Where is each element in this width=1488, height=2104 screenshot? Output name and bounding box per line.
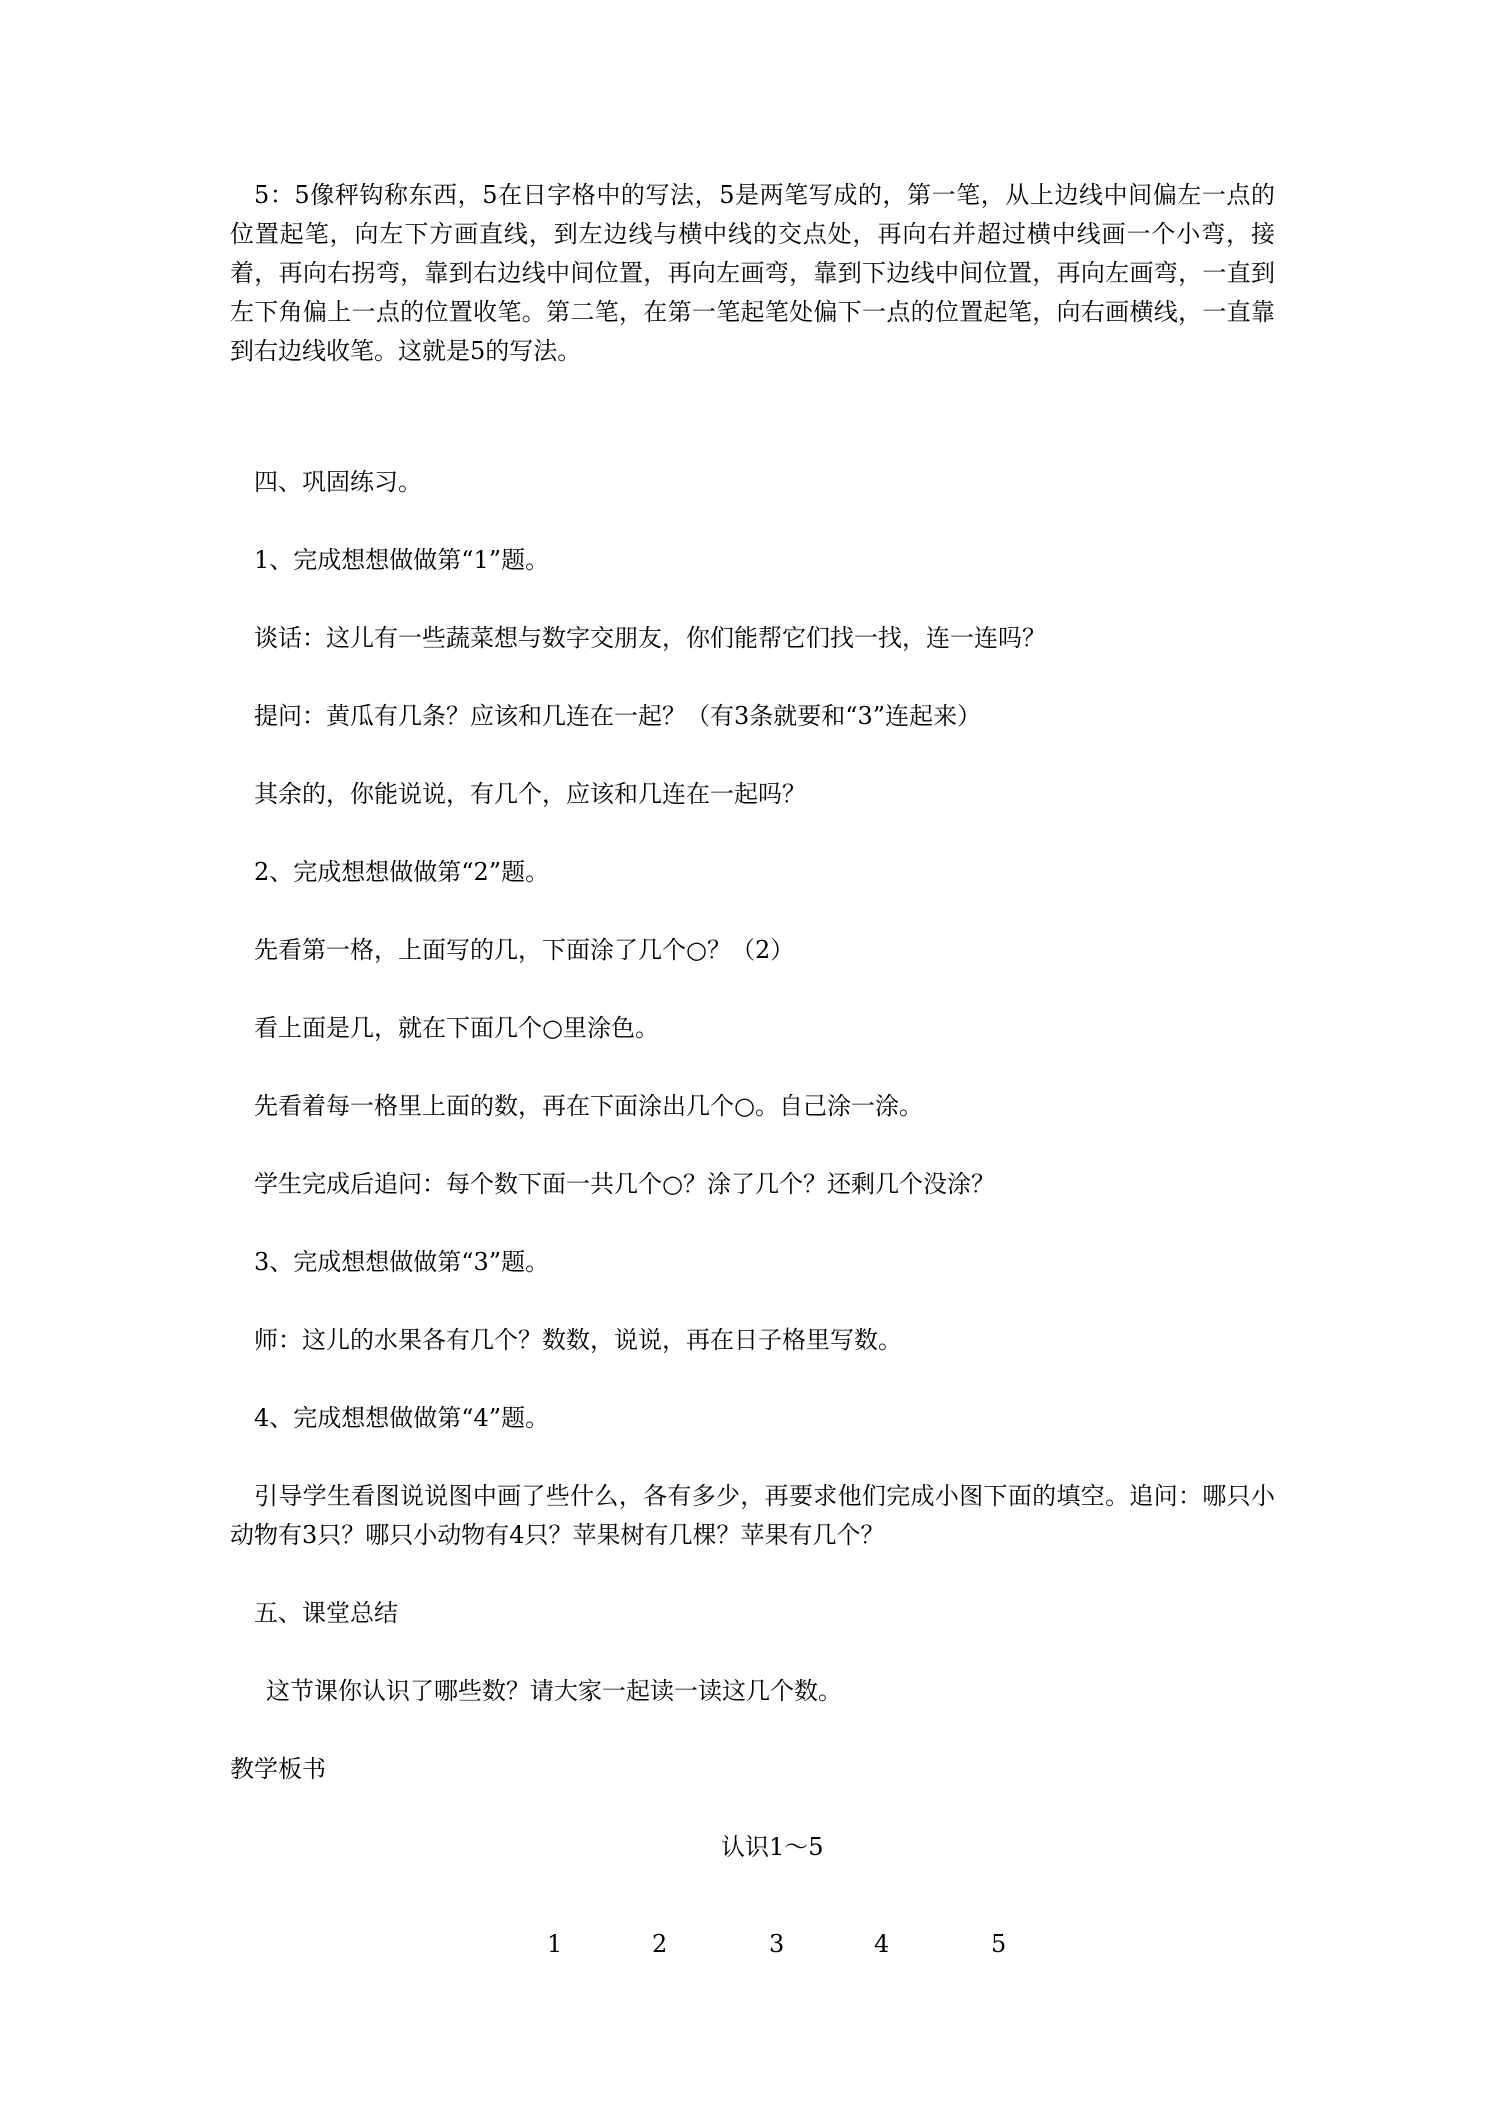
- practice-item-1-talk: 谈话：这儿有一些蔬菜想与数字交朋友，你们能帮它们找一找，连一连吗？: [254, 624, 1046, 652]
- practice-item-2-look: 看上面是几，就在下面几个○里涂色。: [254, 1014, 659, 1042]
- practice-item-1-question: 提问：黄瓜有几条？应该和几连在一起？（有3条就要和“3”连起来）: [254, 702, 982, 730]
- board-number-1: 1: [547, 1930, 563, 1958]
- summary-text: 这节课你认识了哪些数？请大家一起读一读这几个数。: [266, 1677, 842, 1705]
- board-label: 教学板书: [230, 1755, 326, 1783]
- practice-item-1-rest: 其余的，你能说说，有几个，应该和几连在一起吗？: [254, 780, 806, 808]
- practice-item-2-first: 先看第一格，上面写的几，下面涂了几个○？（2）: [254, 936, 795, 964]
- practice-item-4-guide: 引导学生看图说说图中画了些什么，各有多少，再要求他们完成小图下面的填空。追问：哪只小动物有3只？哪只小动物有4只？苹果树有几棵？苹果有几个？: [230, 1482, 1275, 1549]
- practice-item-3-heading: 3、完成想想做做第“3”题。: [254, 1248, 550, 1276]
- board-number-3: 3: [769, 1930, 785, 1958]
- practice-item-2-each: 先看着每一格里上面的数，再在下面涂出几个○。自己涂一涂。: [254, 1092, 923, 1120]
- practice-item-2-heading: 2、完成想想做做第“2”题。: [254, 858, 550, 886]
- board-title: 认识1～5: [721, 1833, 824, 1861]
- practice-item-2-followup: 学生完成后追问：每个数下面一共几个○？涂了几个？还剩几个没涂？: [254, 1170, 995, 1198]
- practice-item-4-heading: 4、完成想想做做第“4”题。: [254, 1404, 550, 1432]
- practice-item-1-heading: 1、完成想想做做第“1”题。: [254, 546, 550, 574]
- board-number-2: 2: [652, 1930, 668, 1958]
- board-number-4: 4: [874, 1930, 890, 1958]
- practice-item-3-teacher: 师：这儿的水果各有几个？数数，说说，再在日子格里写数。: [254, 1326, 902, 1354]
- paragraph-five-writing: 5：5像秤钩称东西，5在日字格中的写法，5是两笔写成的，第一笔，从上边线中间偏左一点的位置起笔，向左下方画直线，到左边线与横中线的交点处，再向右并超过横中线画一个小弯，接着，再向右拐弯，靠到右边线中间位置，再向左画弯，靠到下边线中间位置，再向左画弯，一直到左下角偏上一点的位置收笔。第二笔，在第一笔起笔处偏下一点的位置起笔，向右画横线，一直靠到右边线收笔。这就是5的写法。: [230, 181, 1275, 365]
- section-four-heading: 四、巩固练习。: [254, 468, 422, 496]
- board-number-5: 5: [991, 1930, 1007, 1958]
- section-five-heading: 五、课堂总结: [254, 1599, 398, 1627]
